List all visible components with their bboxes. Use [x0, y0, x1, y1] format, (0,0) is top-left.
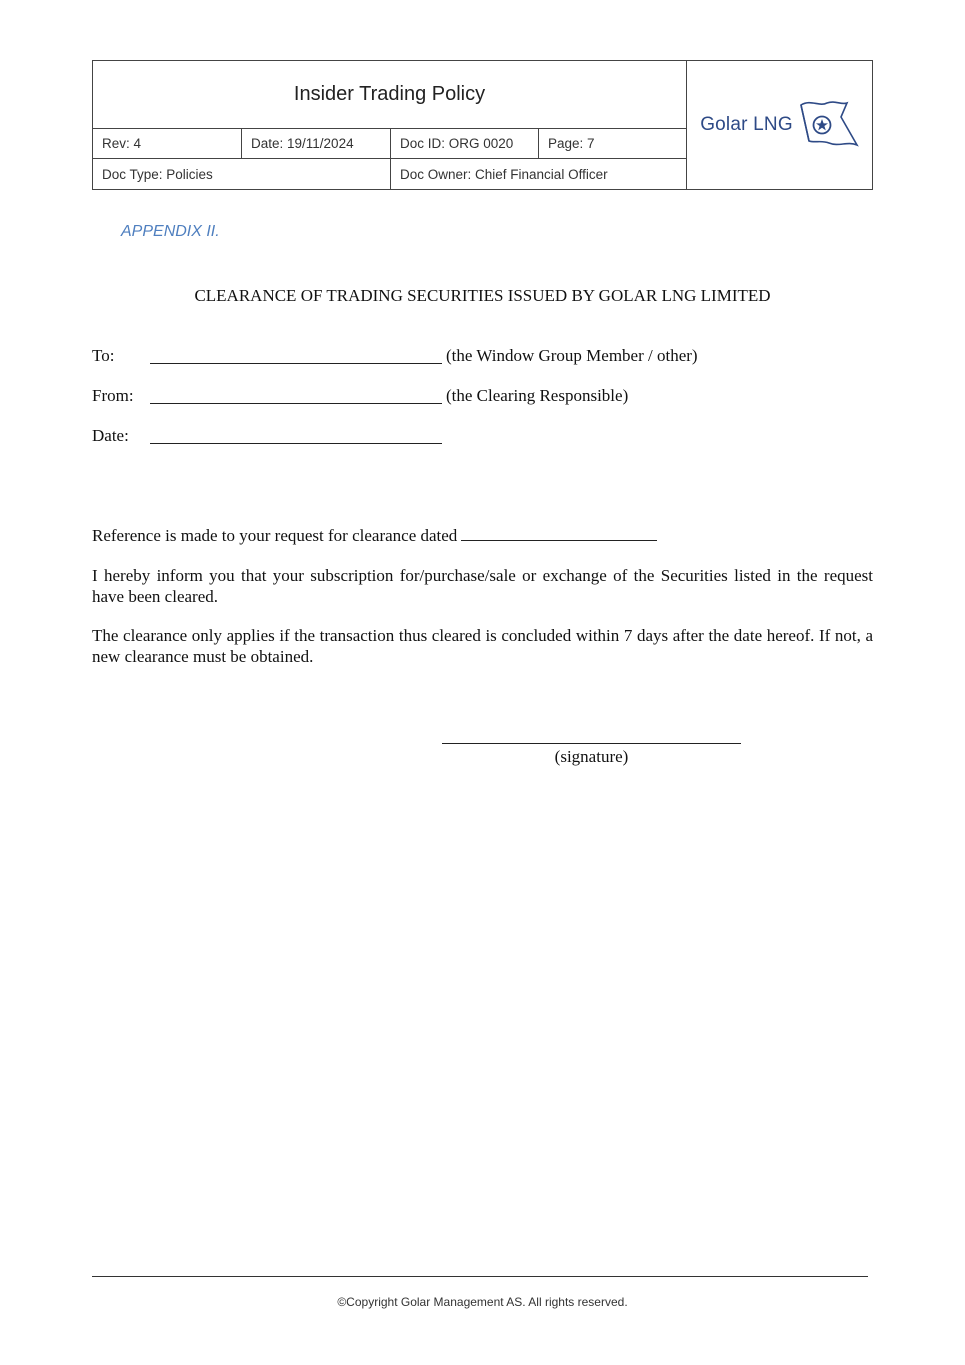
document-header-table [92, 60, 873, 190]
doc-type-cell: Doc Type: Policies [102, 166, 213, 182]
from-field [92, 386, 873, 408]
rev-cell: Rev: 4 [102, 136, 142, 151]
to-suffix: (the Window Group Member / other) [446, 346, 698, 365]
company-logo [687, 61, 872, 189]
date-field [92, 426, 873, 448]
to-label: To: [92, 346, 115, 365]
to-field [92, 346, 873, 368]
header-row-owner [93, 159, 687, 189]
reference-text: Reference is made to your request for clearance dated [92, 526, 458, 545]
policy-title: Insider Trading Policy [93, 61, 687, 129]
reference-paragraph [92, 525, 873, 546]
signature-line [442, 743, 741, 744]
doc-id-cell: Doc ID: ORG 0020 [390, 129, 538, 158]
from-blank-line [150, 403, 442, 404]
golar-flag-logo-icon [797, 97, 859, 153]
header-row-meta [93, 129, 687, 159]
from-suffix: (the Clearing Responsible) [446, 386, 629, 405]
from-label: From: [92, 386, 134, 405]
doc-owner-cell: Doc Owner: Chief Financial Officer [390, 159, 686, 189]
footer-copyright: ©Copyright Golar Management AS. All rights reserved. [337, 1295, 628, 1309]
inform-paragraph: I hereby inform you that your subscription for/purchase/sale or exchange of the Securities listed in the request have been cleared. [92, 566, 873, 606]
footer-divider [92, 1276, 868, 1277]
signature-label: (signature) [554, 747, 629, 766]
date-cell: Date: 19/11/2024 [241, 129, 390, 158]
logo-text: Golar LNG [700, 114, 793, 135]
date-blank-line [150, 443, 442, 444]
page-cell: Page: 7 [538, 129, 686, 158]
clearance-paragraph: The clearance only applies if the transaction thus cleared is concluded within 7 days after the date hereof. If not, a new clearance must be obtained. [92, 626, 873, 666]
date-label: Date: [92, 426, 129, 445]
appendix-heading: APPENDIX II. [121, 223, 220, 240]
form-title: CLEARANCE OF TRADING SECURITIES ISSUED BY GOLAR LNG LIMITED [194, 286, 771, 305]
reference-date-blank-line [461, 526, 657, 541]
to-blank-line [150, 363, 442, 364]
